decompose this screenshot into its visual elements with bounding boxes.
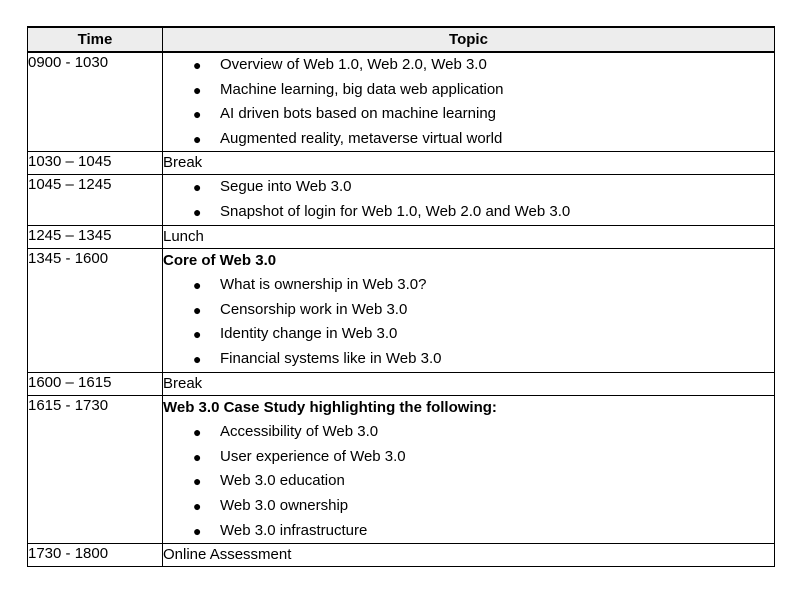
section-heading: Core of Web 3.0 bbox=[163, 251, 277, 269]
list-item bbox=[163, 273, 774, 298]
list-item bbox=[163, 78, 774, 103]
time-cell: 1730 - 1800 bbox=[28, 544, 163, 567]
time-cell: 1245 – 1345 bbox=[28, 225, 163, 248]
table-row bbox=[28, 544, 775, 567]
list-item bbox=[163, 420, 774, 445]
table-row bbox=[28, 248, 775, 372]
bullet-icon: ● bbox=[193, 326, 202, 343]
bullet-icon: ● bbox=[193, 81, 202, 98]
time-cell: 0900 - 1030 bbox=[28, 52, 163, 152]
list-item-text: Web 3.0 ownership bbox=[220, 496, 349, 514]
topic-cell bbox=[163, 152, 775, 175]
list-item-text: Segue into Web 3.0 bbox=[220, 178, 352, 196]
bullet-icon: ● bbox=[193, 106, 202, 123]
time-cell: 1045 – 1245 bbox=[28, 175, 163, 225]
list-item-text: Web 3.0 infrastructure bbox=[220, 521, 368, 539]
list-item-text: Web 3.0 education bbox=[220, 472, 345, 490]
topic-text: Online Assessment bbox=[163, 546, 292, 564]
list-item bbox=[163, 102, 774, 127]
topic-list bbox=[163, 53, 774, 151]
bullet-icon: ● bbox=[193, 350, 202, 367]
list-item-text: Augmented reality, metaverse virtual world bbox=[220, 129, 503, 147]
list-item bbox=[163, 519, 774, 544]
topic-cell bbox=[163, 225, 775, 248]
list-item-text: Overview of Web 1.0, Web 2.0, Web 3.0 bbox=[220, 56, 487, 73]
list-item-text: Accessibility of Web 3.0 bbox=[220, 423, 379, 441]
list-item bbox=[163, 298, 774, 323]
topic-text: Lunch bbox=[163, 227, 204, 245]
list-item-text: What is ownership in Web 3.0? bbox=[220, 276, 427, 294]
topic-cell bbox=[163, 544, 775, 567]
time-cell: 1600 – 1615 bbox=[28, 372, 163, 395]
topic-text: Break bbox=[163, 374, 203, 392]
bullet-icon: ● bbox=[193, 448, 202, 465]
time-cell: 1345 - 1600 bbox=[28, 248, 163, 372]
list-item bbox=[163, 469, 774, 494]
topic-list bbox=[163, 273, 774, 371]
topic-list bbox=[163, 420, 774, 543]
topic-cell bbox=[163, 372, 775, 395]
section-heading: Web 3.0 Case Study highlighting the following: bbox=[163, 398, 497, 416]
list-item-text: Identity change in Web 3.0 bbox=[220, 325, 398, 343]
table-row bbox=[28, 52, 775, 152]
list-item bbox=[163, 200, 774, 225]
list-item-text: User experience of Web 3.0 bbox=[220, 447, 406, 465]
list-item-text: Machine learning, big data web application bbox=[220, 80, 504, 98]
header-row bbox=[28, 27, 775, 52]
list-item bbox=[163, 494, 774, 519]
table-row bbox=[28, 152, 775, 175]
bullet-icon: ● bbox=[193, 473, 202, 490]
list-item bbox=[163, 175, 774, 200]
topic-cell bbox=[163, 248, 775, 372]
list-item-text: Financial systems like in Web 3.0 bbox=[220, 349, 442, 367]
topic-cell bbox=[163, 175, 775, 225]
time-cell: 1615 - 1730 bbox=[28, 395, 163, 544]
table-row bbox=[28, 372, 775, 395]
table-row bbox=[28, 225, 775, 248]
list-item-text: Censorship work in Web 3.0 bbox=[220, 300, 408, 318]
list-item bbox=[163, 445, 774, 470]
topic-column-header: Topic bbox=[163, 27, 775, 52]
bullet-icon: ● bbox=[193, 424, 202, 441]
bullet-icon: ● bbox=[193, 203, 202, 220]
time-column-header: Time bbox=[28, 27, 163, 52]
list-item bbox=[163, 322, 774, 347]
bullet-icon: ● bbox=[193, 301, 202, 318]
table-row bbox=[28, 175, 775, 225]
bullet-icon: ● bbox=[193, 277, 202, 294]
list-item-text: Snapshot of login for Web 1.0, Web 2.0 and Web 3.0 bbox=[220, 202, 571, 220]
topic-text: Break bbox=[163, 154, 203, 172]
list-item-text: AI driven bots based on machine learning bbox=[220, 105, 497, 123]
list-item bbox=[163, 347, 774, 372]
topic-list bbox=[163, 175, 774, 224]
bullet-icon: ● bbox=[193, 497, 202, 514]
topic-cell bbox=[163, 395, 775, 544]
time-cell: 1030 – 1045 bbox=[28, 152, 163, 175]
list-item bbox=[163, 127, 774, 152]
bullet-icon: ● bbox=[193, 130, 202, 147]
bullet-icon: ● bbox=[193, 57, 202, 73]
list-item bbox=[163, 53, 774, 78]
topic-cell bbox=[163, 52, 775, 152]
schedule-table bbox=[27, 26, 775, 567]
bullet-icon: ● bbox=[193, 522, 202, 539]
bullet-icon: ● bbox=[193, 179, 202, 196]
table-row bbox=[28, 395, 775, 544]
